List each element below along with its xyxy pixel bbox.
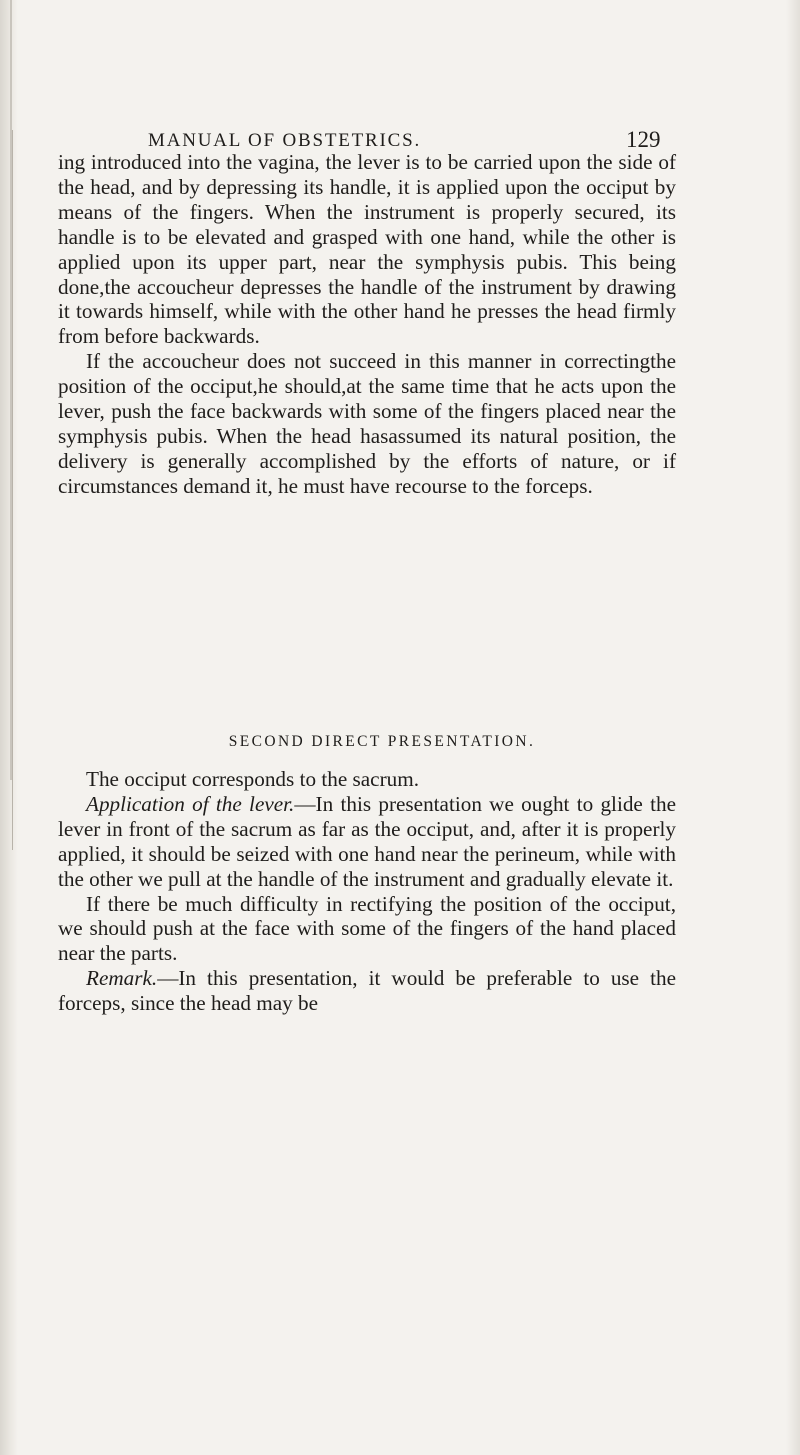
paragraph-remark <box>58 966 676 1016</box>
run-in-heading: Remark. <box>86 966 158 991</box>
text-block-bottom <box>58 767 676 1016</box>
paragraph-text: —In this presentation we ought to glide the lever in front of the sacrum as far as the occiput, and, after it is properly applied, it should be seized with one hand near the perineum, while with the other we pull at the handle of the instrument and gradually elevate it. <box>58 791 676 891</box>
paragraph-text: —In this presentation, it would be preferable to use the forceps, since the head may be <box>58 966 676 1016</box>
paragraph: If there be much difficulty in rectifying the position of the occiput, we should push at the face with some of the fingers of the hand placed near the parts. <box>58 891 676 966</box>
binding-gutter <box>0 0 18 1455</box>
paragraph-continued: ing introduced into the vagina, the lever is to be carried upon the side of the head, and by depressing its handle, it is applied upon the occiput by means of the fingers. When the instrument is properly secured, its handle is to be elevated and grasped with one hand, while the other is applied upon its upper part, near the symphysis pubis. This being done,the accoucheur depresses the handle of the instrument by drawing it towards himself, while with the other hand he presses the head firmly from before backwards. <box>58 150 676 349</box>
run-in-heading: Application of the lever. <box>86 791 295 816</box>
running-head: MANUAL OF OBSTETRICS. <box>148 130 422 151</box>
paragraph: If the accoucheur does not succeed in this manner in correctingthe position of the occiput,he should,at the same time that he acts upon the lever, push the face backwards with some of the fingers placed near the symphysis pubis. When the head hasassumed its natural position, the delivery is generally accomplished by the efforts of nature, or if circumstances demand it, he must have recourse to the forceps. <box>58 349 676 498</box>
text-block-top <box>58 150 676 499</box>
section-heading: SECOND DIRECT PRESENTATION. <box>228 733 536 750</box>
paragraph: The occiput corresponds to the sacrum. <box>86 767 420 791</box>
paragraph-application <box>58 792 676 892</box>
page-number: 129 <box>626 127 661 152</box>
page-right-edge <box>786 0 800 1455</box>
